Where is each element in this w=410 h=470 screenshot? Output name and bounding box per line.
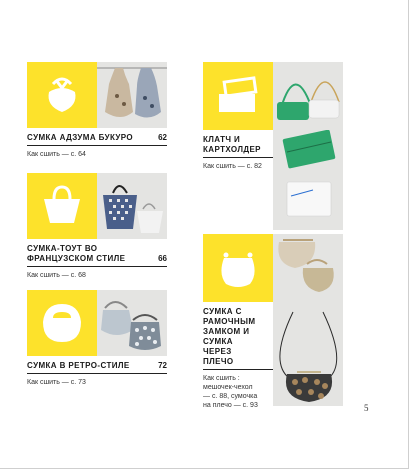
clutch-icon [203,62,273,130]
product-card-azuma[interactable] [27,62,167,159]
retro-bag-icon [27,290,97,356]
card-title-row [27,244,167,267]
text-column [203,302,273,410]
card-title: СУМКА С РАМОЧНЫМ ЗАМКОМ И СУМКА ЧЕРЕЗ ПЛЕЧО [203,307,256,366]
azuma-bag-photo [97,62,167,128]
frame-bag-icon [203,234,273,302]
card-image-row [203,62,343,130]
card-title-row [203,307,273,370]
product-card-frame[interactable] [203,234,343,410]
azuma-bag-icon [27,62,97,128]
card-page-number: 62 [158,133,167,142]
tote-bag-icon [27,173,97,239]
card-page-number: 66 [158,254,167,263]
card-image-row-extra [203,302,343,410]
page-number: 5 [364,403,369,413]
card-title: СУМКА В РЕТРО-СТИЛЕ [27,361,130,370]
card-image-row-extra [203,130,343,230]
card-title: КЛАТЧ И КАРТХОЛДЕР [203,135,261,154]
tote-bag-photo [97,173,167,239]
card-title: СУМКА АДЗУМА БУКУРО [27,133,134,142]
text-column [203,130,273,230]
retro-bag-photo [97,290,167,356]
card-how-to: Как сшить : мешочек-чехол — с. 88, сумочка на плечо — с. 93 [203,375,258,409]
card-how-to: Как сшить — с. 82 [203,163,262,170]
clutch-photo-top [273,62,343,130]
card-title-row [27,133,167,146]
card-title-row [27,361,167,374]
card-title: СУМКА-ТОУТ ВО ФРАНЦУЗСКОМ СТИЛЕ [27,244,126,263]
card-image-row [27,62,167,128]
card-title-row [203,135,273,158]
card-image-row [27,290,167,356]
card-how-to: Как сшить — с. 73 [27,379,86,386]
product-card-tote[interactable] [27,173,167,280]
card-image-row [203,234,343,302]
card-page-number: 72 [158,361,167,370]
card-image-row [27,173,167,239]
card-how-to: Как сшить — с. 68 [27,272,86,279]
product-card-retro[interactable] [27,290,167,387]
frame-bag-photo-top [273,234,343,302]
product-card-clutch[interactable] [203,62,343,230]
cardholder-photo [273,130,343,230]
card-how-to: Как сшить — с. 64 [27,151,86,158]
shoulder-bag-photo [273,302,343,406]
